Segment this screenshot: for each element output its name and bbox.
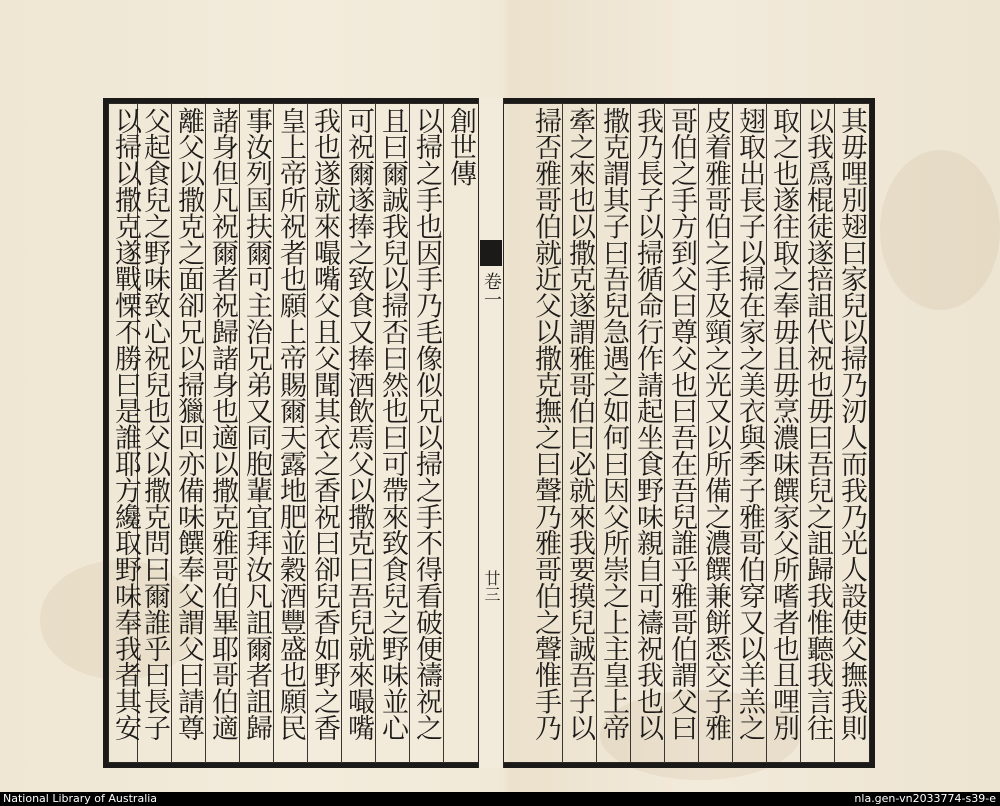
text-column: 掃否雅哥伯就近父以撒克撫之曰聲乃雅哥伯之聲惟手乃	[530, 107, 561, 741]
column-rule	[800, 103, 801, 763]
text-column: 我乃長子以掃循命行作請起坐食野味親自可禱祝我也以	[632, 107, 663, 741]
column-rule	[205, 103, 206, 763]
image-identifier: nla.gen-vn2033774-s39-e	[854, 792, 996, 805]
column-rule	[375, 103, 376, 763]
text-column: 哥伯之手方到父曰尊父也曰吾在吾兒誰乎雅哥伯謂父曰	[666, 107, 697, 741]
column-rule	[562, 103, 563, 763]
column-rule	[273, 103, 274, 763]
text-column: 父起食兒之野味致心祝兒也父以撒克問曰爾誰乎曰長子	[139, 107, 170, 741]
text-column: 離父以撒克之面卻兄以掃獵回亦備味饌奉父謂父曰請尊	[173, 107, 204, 741]
text-column: 諸身但凡祝爾者祝歸諸身也適以撒克雅哥伯畢耶哥伯適	[207, 107, 238, 741]
column-rule	[239, 103, 240, 763]
column-rule	[834, 103, 835, 763]
column-rule	[698, 103, 699, 763]
fish-tail-mark	[480, 240, 502, 266]
column-rule	[766, 103, 767, 763]
column-rule	[630, 103, 631, 763]
volume-label: 卷一	[481, 272, 502, 308]
column-rule	[171, 103, 172, 763]
page-number: 廿三	[482, 570, 501, 602]
column-rule	[732, 103, 733, 763]
text-column: 其毋哩別翅曰家兒以掃乃㲽人而我乃光人設使父撫我則	[836, 107, 867, 741]
paper-stain	[880, 150, 1000, 310]
text-column: 以我爲棍徒遂掊詛代祝也毋曰吾兒之詛歸我惟聽我言往	[802, 107, 833, 741]
column-rule	[443, 103, 444, 763]
footer-bar	[0, 792, 1000, 806]
book-title-column: 創世傳	[445, 107, 476, 187]
center-fold	[478, 98, 504, 768]
column-rule	[409, 103, 410, 763]
text-column: 皮着雅哥伯之手及頸之光又以所備之濃饌兼餅悉交子雅	[700, 107, 731, 741]
text-column: 且曰爾誠我兒以掃否曰然也曰可帶來致食兒之野味並心	[377, 107, 408, 741]
column-rule	[307, 103, 308, 763]
text-column: 我也遂就來嘬嘴父且父聞其衣之香祝曰卻兒香如野之香	[309, 107, 340, 741]
text-column: 可祝爾遂捧之致食又捧酒飲焉父以撒克曰吾兒就來嘬嘴	[343, 107, 374, 741]
text-column: 皇上帝所祝者也願上帝賜爾天露地肥並穀酒豐盛也願民	[275, 107, 306, 741]
text-column: 牽之來也以撒克遂謂雅哥伯曰必就來我要摸兒誠吾子以	[564, 107, 595, 741]
text-column: 以掃以撒克遂戰慄不勝曰是誰耶方纔取野味奉我者其安	[110, 107, 141, 741]
column-rule	[341, 103, 342, 763]
text-column: 以掃之手也因手乃毛像似兄以掃之手不得看破便禱祝之	[411, 107, 442, 741]
source-credit: National Library of Australia	[3, 792, 158, 805]
column-rule	[664, 103, 665, 763]
column-rule	[596, 103, 597, 763]
text-column: 翅取出長子以掃在家之美衣與季子雅哥伯穿又以羊羔之	[734, 107, 765, 741]
text-column: 事汝列国扶爾可主治兄弟又同胞輩宜拜汝凡詛爾者詛歸	[241, 107, 272, 741]
text-column: 取之也遂往取之奉毋且毋烹濃味饌家父所嗜者也且哩別	[768, 107, 799, 741]
text-column: 撒克謂其子曰吾兒急遇之如何曰因父所崇之上主皇上帝	[598, 107, 629, 741]
